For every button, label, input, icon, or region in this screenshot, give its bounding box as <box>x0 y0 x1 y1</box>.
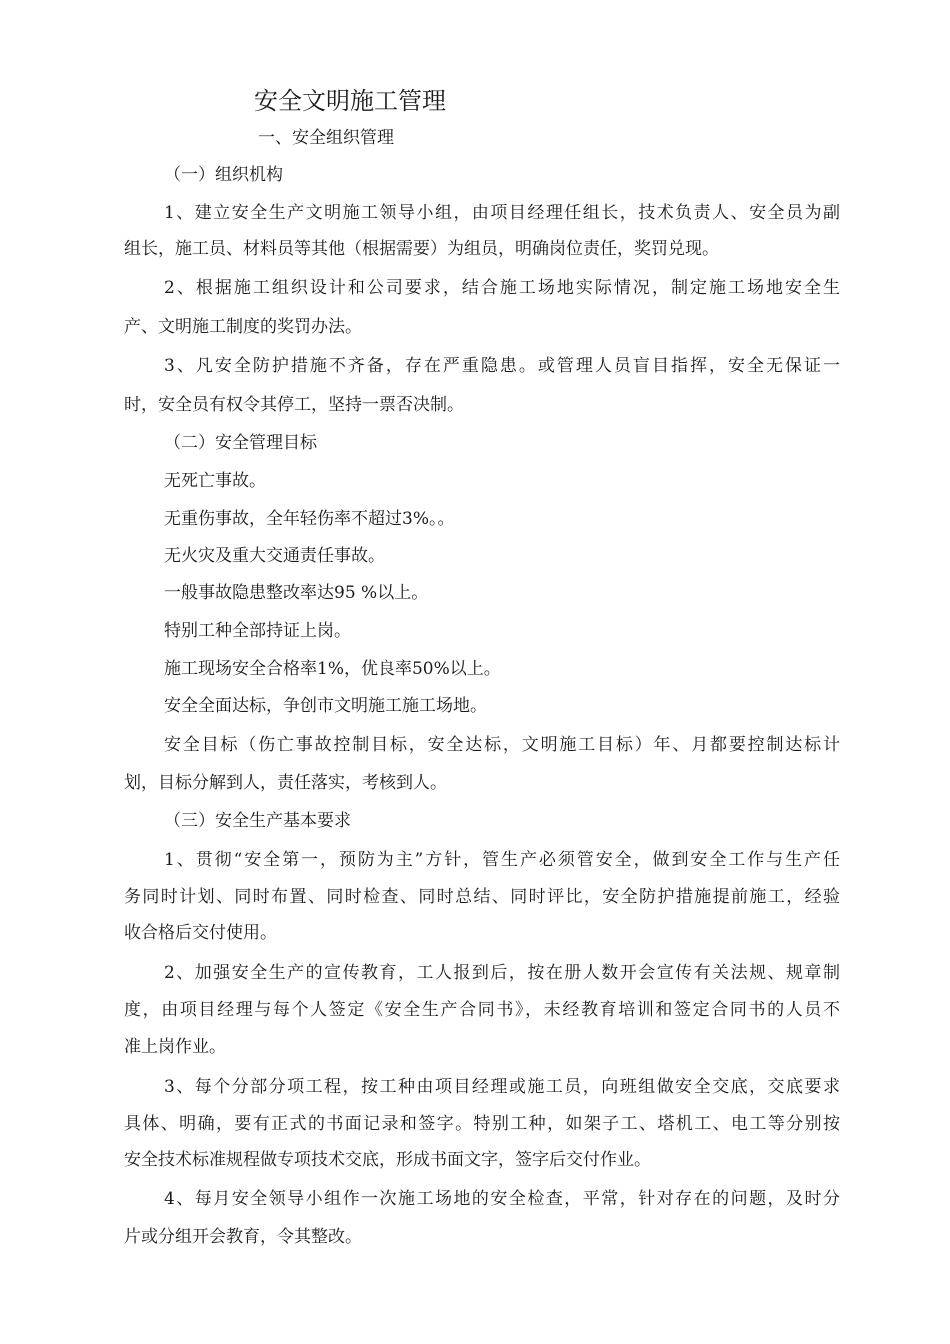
goal-item: 无重伤事故，全年轻伤率不超过3%。。 <box>164 509 455 529</box>
goal-item: 特别工种全部持证上岗。 <box>164 621 351 641</box>
paragraph-line: 具体、明确，要有正式的书面记录和签字。特别工种，如架子工、塔机工、电工等分别按 <box>124 1114 840 1134</box>
paragraph-line: 组长，施工员、材料员等其他（根据需要）为组员，明确岗位责任，奖罚兑现。 <box>124 239 719 259</box>
subsection-heading-goals: （二）安全管理目标 <box>164 433 317 453</box>
section-heading-1: 一、安全组织管理 <box>258 128 394 148</box>
paragraph-line: 4、每月安全领导小组作一次施工场地的安全检查，平常，针对存在的问题，及时分 <box>164 1189 840 1209</box>
paragraph-line: 1、建立安全生产文明施工领导小组，由项目经理任组长，技术负责人、安全员为副 <box>164 203 840 223</box>
paragraph-line: 片或分组开会教育，令其整改。 <box>124 1227 362 1247</box>
paragraph-line: 准上岗作业。 <box>124 1037 226 1057</box>
goal-item: 无死亡事故。 <box>164 471 266 491</box>
document-title: 安全文明施工管理 <box>254 87 446 115</box>
goal-item: 无火灾及重大交通责任事故。 <box>164 546 385 566</box>
paragraph-line: 划，目标分解到人，责任落实，考核到人。 <box>124 773 447 793</box>
paragraph-line: 务同时计划、同时布置、同时检查、同时总结、同时评比，安全防护措施提前施工，经验 <box>124 887 840 907</box>
goal-item: 施工现场安全合格率1%，优良率50%以上。 <box>164 659 501 679</box>
goal-item: 一般事故隐患整改率达95 %以上。 <box>164 583 429 603</box>
paragraph-line: 3、凡安全防护措施不齐备，存在严重隐患。或管理人员盲目指挥，安全无保证一 <box>164 356 840 376</box>
paragraph-line: 2、根据施工组织设计和公司要求，结合施工场地实际情况，制定施工场地安全生 <box>164 278 840 298</box>
subsection-heading-requirements: （三）安全生产基本要求 <box>164 811 351 831</box>
paragraph-line: 2、加强安全生产的宣传教育，工人报到后，按在册人数开会宣传有关法规、规章制 <box>164 963 840 983</box>
paragraph-line: 产、文明施工制度的奖罚办法。 <box>124 317 362 337</box>
paragraph-line: 3、每个分部分项工程，按工种由项目经理或施工员，向班组做安全交底，交底要求 <box>164 1077 840 1097</box>
paragraph-line: 时，安全员有权令其停工，坚持一票否决制。 <box>124 395 464 415</box>
paragraph-line: 收合格后交付使用。 <box>124 923 277 943</box>
subsection-heading-organization: （一）组织机构 <box>164 165 283 185</box>
paragraph-line: 安全目标（伤亡事故控制目标，安全达标，文明施工目标）年、月都要控制达标计 <box>164 735 840 755</box>
paragraph-line: 1、贯彻“安全第一，预防为主”方针，管生产必须管安全，做到安全工作与生产任 <box>164 850 840 870</box>
goal-item: 安全全面达标，争创市文明施工施工场地。 <box>164 696 487 716</box>
paragraph-line: 度，由项目经理与每个人签定《安全生产合同书》，未经教育培训和签定合同书的人员不 <box>124 1000 840 1020</box>
paragraph-line: 安全技术标准规程做专项技术交底，形成书面文字，签字后交付作业。 <box>124 1150 651 1170</box>
